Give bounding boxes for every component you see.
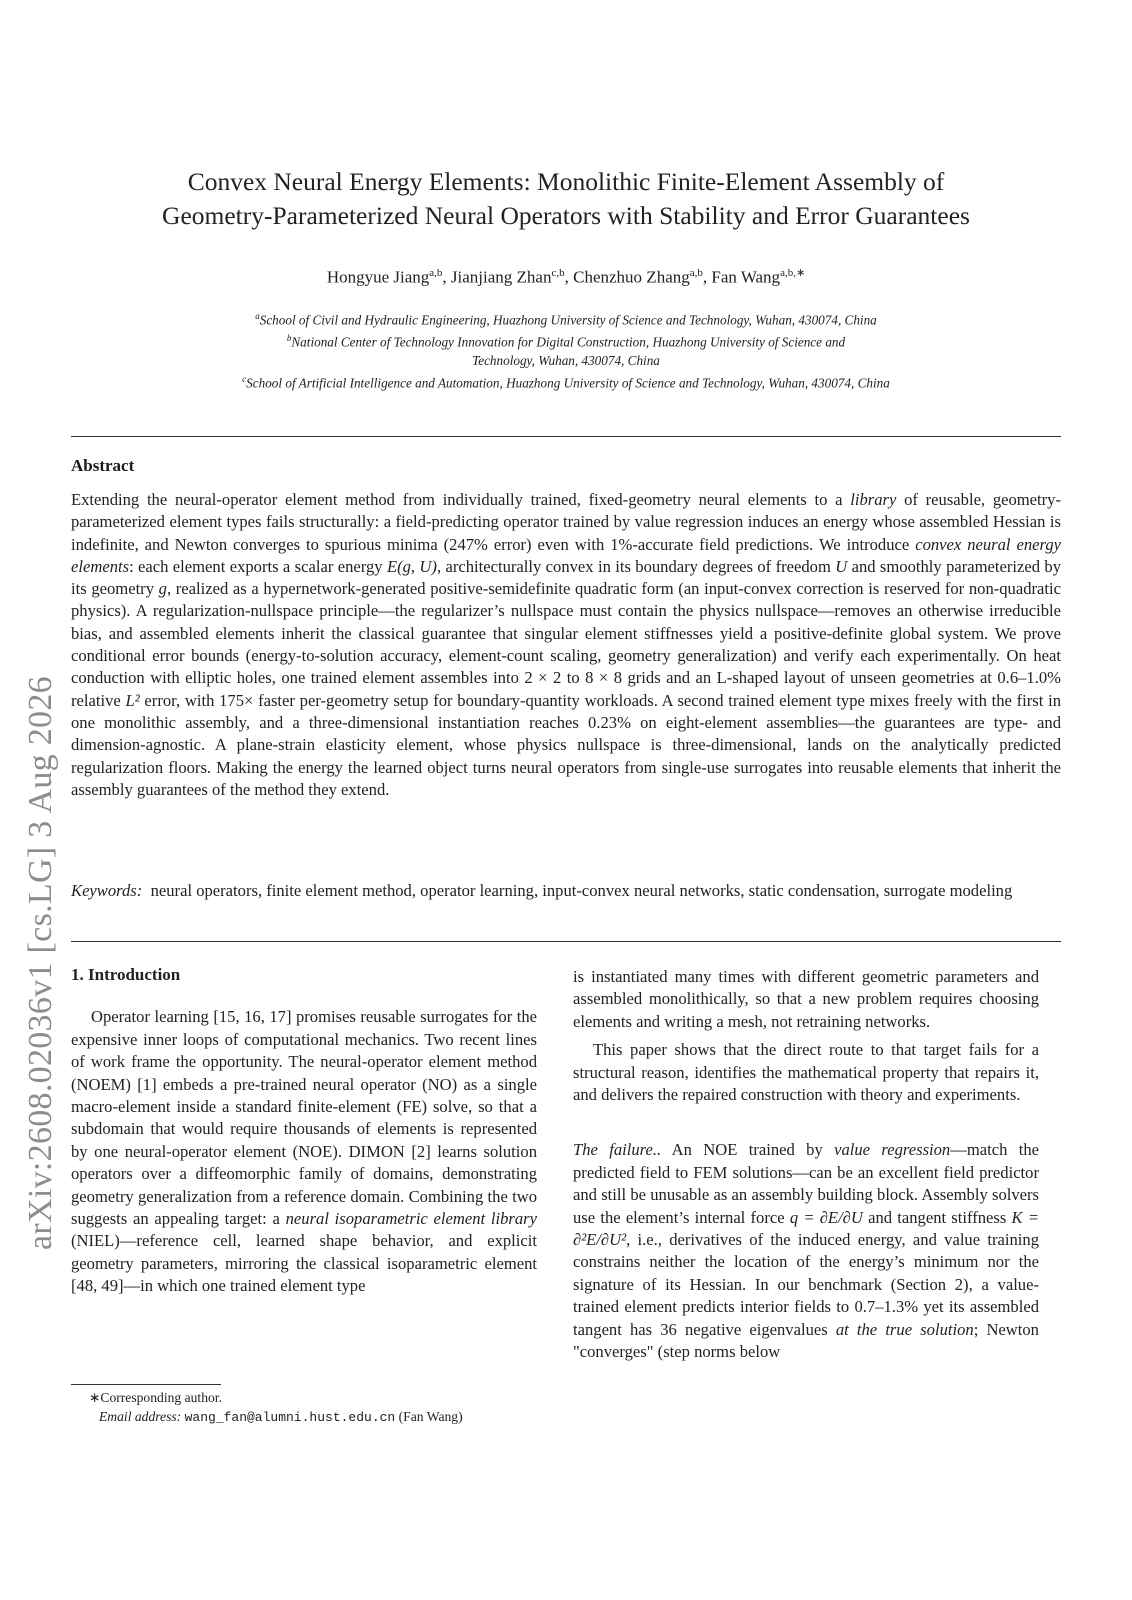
corresponding-author-note: ∗Corresponding author. [89, 1390, 222, 1405]
abstract-text: of reusable, geometry-parameterized element types fails structurally: a field-predicting operator trained by value regression induces an energy whose assembled Hessian is indefinite, and Newton converges to spurious minima (247% error) even with 1%-accurate field predictions. We introduce [71, 490, 1062, 554]
abstract-emphasis: library [850, 490, 897, 509]
affil-sup: c [242, 373, 247, 384]
paragraph-text: An NOE trained by [661, 1140, 835, 1160]
author-separator: , [442, 267, 451, 287]
failure-paragraph [573, 1139, 1039, 1363]
right-column [573, 966, 1039, 1364]
paragraph-text: (NIEL)—reference cell, learned shape behavior, and explicit geometry parameters, mirroring the classical isoparametric element [48, 49]—in which one trained element type [71, 1231, 537, 1296]
email-note [71, 1407, 541, 1427]
abstract-text: and smoothly parameterized by its geometry [71, 556, 1062, 599]
author-affil-sup: c,b [551, 267, 565, 279]
author-separator: , [702, 267, 712, 287]
affil-text: School of Civil and Hydraulic Engineering, Huazhong University of Science and Technology, Wuhan, 430074, China [259, 312, 877, 328]
abstract-text: error, with 175× faster per-geometry setup for boundary-quantity workloads. A second trained element type mixes freely with the first in one monolithic assembly, and a three-dimensional instantiation reaches 0.23% on eight-element assemblies—the guarantees are type- and dimension-agnostic. A plane-strain elasticity element, whose physics nullspace is three-dimensional, lands on the analytically predicted regularization floors. Making the energy the learned object turns neural operators from single-use surrogates into reusable elements that inherit the assembly guarantees of the method they extend. [71, 690, 1061, 799]
author-name: Fan Wang [711, 267, 781, 287]
abstract-top-rule [71, 436, 1061, 437]
author-name: Jianjiang Zhan [450, 267, 552, 287]
affiliations [100, 307, 1032, 392]
keywords-label: Keywords: [71, 881, 143, 900]
abstract-body [71, 489, 1061, 801]
affil-text: School of Artificial Intelligence and Automation, Huazhong University of Science and Technology, Wuhan, 430074, China [246, 375, 890, 391]
author-affil-sup: a,b [429, 267, 443, 279]
section-heading: 1. Introduction [71, 965, 181, 984]
left-column [71, 964, 537, 1298]
author-separator: , [564, 267, 574, 287]
email-owner: (Fan Wang) [398, 1409, 463, 1424]
paragraph-emphasis: neural isoparametric element library [285, 1209, 537, 1229]
abstract-math: g [158, 579, 167, 599]
abstract-emphasis: convex neural energy elements [71, 534, 1061, 576]
title-line-2: Geometry-Parameterized Neural Operators with Stability and Error Guarantees [162, 201, 970, 230]
paragraph-label: The failure.. [573, 1140, 662, 1160]
author-name: Hongyue Jiang [326, 267, 430, 287]
abstract-math: L² [125, 690, 140, 710]
email-address[interactable]: wang_fan@alumni.hust.edu.cn [184, 1410, 396, 1425]
footnote-rule [71, 1384, 221, 1385]
paper-title [80, 165, 1052, 233]
affiliation-b-continued: Technology, Wuhan, 430074, China [472, 352, 660, 368]
paragraph-text: —match the predicted field to FEM solutions—can be an excellent field predictor and still be unusable as an assembly building block. Assembly solvers use the element’s internal force [573, 1140, 1040, 1227]
arxiv-identifier-stamp: arXiv:2608.02036v1 [cs.LG] 3 Aug 2026 [22, 676, 59, 1250]
abstract-math: E(g, U) [386, 556, 437, 576]
abstract-text: : each element exports a scalar energy [129, 556, 387, 576]
paragraph-emphasis: value regression [834, 1140, 951, 1160]
email-label: Email address: [99, 1409, 182, 1424]
intro-paragraph-1 [71, 1006, 537, 1297]
paragraph-math: K = ∂²E/∂U² [573, 1207, 1040, 1250]
paragraph-math: q = ∂E/∂U [789, 1207, 863, 1227]
author-name: Chenzhuo Zhang [573, 267, 690, 287]
abstract-text: , architecturally convex in its boundary degrees of freedom [436, 556, 836, 576]
affil-sup: a [255, 311, 260, 321]
paragraph-emphasis: at the true solution [835, 1319, 974, 1339]
abstract-text: , realized as a hypernetwork-generated positive-semidefinite quadratic form (an input-convex correction is reserved for non-quadratic physics). A regularization-nullspace principle—the regularizer’s nullspace must contain the physics nullspace—removes an otherwise irreducible bias, and assembled elements inherit the classical guarantee that singular element stiffnesses yield a positive-definite global system. We prove conditional error bounds (energy-to-solution accuracy, element-count scaling, geometry generalization) and verify each experimentally. On heat conduction with elliptic holes, one trained element assembles into 2 × 2 to 8 × 8 grids and an L-shaped layout of unseen geometries at 0.6–1.0% relative [71, 579, 1061, 710]
paragraph-text: and tangent stiffness [862, 1207, 1012, 1227]
footnote [71, 1388, 541, 1427]
affil-text: National Center of Technology Innovation for Digital Construction, Huazhong University of Science and [291, 334, 846, 350]
intro-paragraph-2: This paper shows that the direct route to that target fails for a structural reason, identifies the mathematical property that repairs it, and delivers the repaired construction with theory and experiments. [573, 1040, 1039, 1105]
author-affil-sup: a,b [689, 267, 703, 279]
affiliation-c [100, 370, 1032, 392]
author-list [80, 266, 1052, 288]
paragraph-text: ; Newton "converges" (step norms below [573, 1319, 1039, 1362]
author-affil-sup: a,b,∗ [780, 267, 806, 279]
keywords-text: neural operators, finite element method, operator learning, input-convex neural networks, static condensation, surrogate modeling [150, 881, 1013, 900]
paragraph-text: Operator learning [15, 16, 17] promises reusable surrogates for the expensive inner loops of computational mechanics. Two recent lines of work frame the opportunity. The neural-operator element method (NOEM) [1] embeds a pre-trained neural operator (NO) as a single macro-element inside a standard finite-element (FE) solve, so that a subdomain that would require thousands of elements is represented by one neural-operator element (NOE). DIMON [2] learns solution operators over a diffeomorphic family of domains, demonstrating geometry generalization from a reference domain. Combining the two suggests an appealing target: a [71, 1007, 537, 1229]
affiliation-b [100, 329, 1032, 351]
abstract-heading: Abstract [71, 456, 135, 475]
paragraph-text: , i.e., derivatives of the induced energy, and value training constrains neither the location of the energy’s minimum nor the signature of its Hessian. In our benchmark (Section 2), a value-trained element predicts interior fields to 0.7–1.3% yet its assembled tangent has 36 negative eigenvalues [573, 1230, 1039, 1339]
abstract-bottom-rule [71, 941, 1061, 942]
intro-paragraph-1-continued: is instantiated many times with different geometric parameters and assembled monolithically, so that a new problem requires choosing elements and writing a mesh, not retraining networks. [573, 967, 1039, 1031]
affil-sup: b [286, 333, 292, 344]
affiliation-a [100, 307, 1032, 329]
abstract-text: Extending the neural-operator element method from individually trained, fixed-geometry neural elements to a [71, 490, 851, 509]
abstract-math: U [835, 556, 848, 576]
keywords [71, 880, 1061, 902]
title-line-1: Convex Neural Energy Elements: Monolithic Finite-Element Assembly of [187, 167, 945, 196]
